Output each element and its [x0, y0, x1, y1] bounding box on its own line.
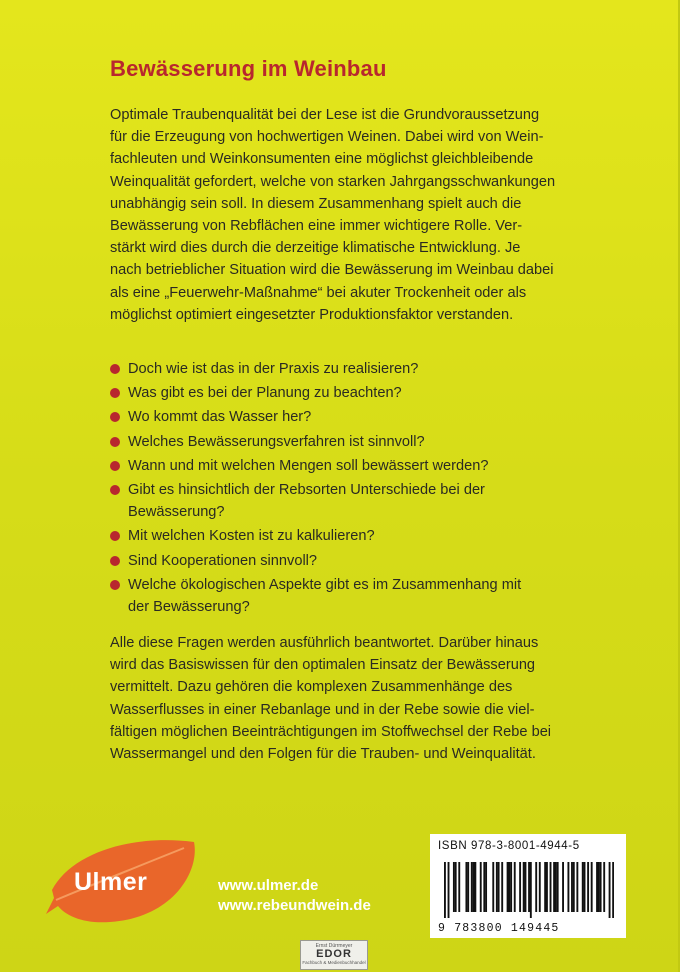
barcode-bar	[528, 862, 530, 912]
barcode-bar	[598, 862, 600, 912]
question-list	[110, 358, 630, 620]
publisher-url[interactable]: www.rebeundwein.de	[218, 897, 371, 914]
barcode-bar	[508, 862, 510, 912]
question-text: Gibt es hinsichtlich der Rebsorten Unterschiede bei der	[128, 482, 485, 499]
barcode-bar	[474, 862, 476, 912]
barcode-bar	[467, 862, 469, 912]
question-text: Was gibt es bei der Planung zu beachten?	[128, 385, 402, 402]
question-text: Welche ökologischen Aspekte gibt es im Zusammenhang mit	[128, 576, 522, 593]
barcode-bar	[501, 862, 503, 912]
barcode-bar	[471, 862, 473, 912]
intro-paragraph	[110, 104, 630, 326]
text-line: stärkt wird dies durch die derzeitige klimatische Entwicklung. Je	[110, 240, 521, 257]
text-line: nach betrieblicher Situation wird die Bewässerung im Weinbau dabei	[110, 262, 554, 279]
text-line: Bewässerung von Rebflächen eine immer wichtigere Rolle. Ver-	[110, 218, 523, 235]
text-line: Weinqualität gefordert, welche von starken Jahrgangsschwankungen	[110, 173, 556, 190]
text-line: wird das Basiswissen für den optimalen Einsatz der Bewässerung	[110, 657, 536, 674]
barcode-bar	[453, 862, 455, 912]
barcode-bars	[444, 862, 614, 918]
question-item	[110, 406, 630, 428]
text-line: unabhängig sein soll. In diesem Zusammenhang spielt auch die	[110, 195, 522, 212]
barcode-bar	[455, 862, 457, 912]
barcode-bar	[444, 862, 446, 918]
question-item	[110, 431, 630, 453]
barcode-bar	[591, 862, 593, 912]
question-text: Sind Kooperationen sinnvoll?	[128, 552, 318, 569]
question-text: Wo kommt das Wasser her?	[128, 409, 312, 426]
question-item	[110, 358, 630, 380]
text-line: für die Erzeugung von hochwertigen Weinen. Dabei wird von Wein-	[110, 129, 544, 146]
question-item	[110, 455, 630, 477]
barcode-bar	[555, 862, 557, 912]
sticker-small-text: Ernst Dürrmeyer	[315, 943, 353, 949]
text-line: als eine „Feuerwehr-Maßnahme“ bei akuter Trockenheit oder als	[110, 284, 527, 301]
barcode-bar	[596, 862, 598, 912]
text-line: Wassermangel und den Folgen für die Trauben- und Weinqualität.	[110, 746, 536, 763]
barcode-bar	[612, 862, 614, 918]
barcode-bar	[510, 862, 512, 912]
isbn-label: ISBN 978-3-8001-4944-5	[438, 840, 580, 852]
barcode-bar	[525, 862, 527, 912]
text-line: vermittelt. Dazu gehören die komplexen Zusammenhänge des	[110, 679, 513, 696]
barcode-bar	[498, 862, 500, 912]
barcode-bar	[523, 862, 525, 912]
barcode-bar	[448, 862, 450, 918]
barcode-bar	[483, 862, 485, 912]
barcode-bar	[584, 862, 586, 912]
barcode-bar	[571, 862, 573, 912]
text-line: fältigen möglichen Beeinträchtigungen im Stoffwechsel der Rebe bei	[110, 723, 552, 740]
sticker-sub-text: Fachbuch & Medienbuchhandel	[302, 960, 366, 965]
barcode-bar	[465, 862, 467, 912]
text-line: Optimale Traubenqualität bei der Lese ist die Grundvoraussetzung	[110, 107, 540, 123]
question-text: Welches Bewässerungsverfahren ist sinnvoll?	[128, 433, 425, 450]
barcode-bar	[582, 862, 584, 912]
barcode-bar	[473, 862, 475, 912]
barcode-bar	[567, 862, 569, 912]
barcode-bar	[544, 862, 546, 912]
barcode-bar	[550, 862, 552, 912]
publisher-url[interactable]: www.ulmer.de	[218, 877, 319, 894]
barcode-bar	[587, 862, 589, 912]
barcode-bar	[539, 862, 541, 912]
question-text: der Bewässerung?	[128, 599, 250, 616]
barcode-bar	[480, 862, 482, 912]
text-line: fachleuten und Weinkonsumenten eine möglichst gleichbleibende	[110, 151, 534, 168]
barcode-bar	[576, 862, 578, 912]
barcode-bar	[573, 862, 575, 912]
question-item	[110, 382, 630, 404]
barcode-bar	[496, 862, 498, 912]
sticker-main-text: EDOR	[316, 948, 352, 960]
barcode-bar	[535, 862, 537, 912]
publisher-urls	[218, 876, 371, 916]
question-text: Doch wie ist das in der Praxis zu realisieren?	[128, 361, 419, 377]
text-line: Alle diese Fragen werden ausführlich beantwortet. Darüber hinaus	[110, 635, 539, 651]
bookseller-sticker	[300, 940, 368, 970]
barcode-bar	[603, 862, 605, 912]
publisher-logo-text: Ulmer	[74, 868, 148, 896]
barcode-bar	[519, 862, 521, 912]
question-item	[110, 479, 630, 523]
barcode-bar	[530, 862, 532, 918]
text-line: möglichst optimiert eingesetzter Produktionsfaktor verstanden.	[110, 306, 514, 323]
barcode-bar	[546, 862, 548, 912]
question-item	[110, 525, 630, 547]
barcode-bar	[458, 862, 460, 912]
outro-paragraph	[110, 632, 630, 765]
barcode-bar	[553, 862, 555, 912]
text-line: Wasserflusses in einer Rebanlage und in der Rebe sowie die viel-	[110, 701, 535, 718]
barcode-bar	[485, 862, 487, 912]
barcode-bar	[507, 862, 509, 912]
question-item	[110, 550, 630, 572]
barcode-bar	[492, 862, 494, 912]
barcode-digits: 9 783800 149445	[438, 922, 560, 935]
barcode-bar	[600, 862, 602, 912]
question-text: Bewässerung?	[128, 504, 225, 521]
question-text: Mit welchen Kosten ist zu kalkulieren?	[128, 528, 375, 545]
barcode-bar	[609, 862, 611, 918]
barcode-bar	[557, 862, 559, 912]
question-text: Wann und mit welchen Mengen soll bewässert werden?	[128, 457, 489, 474]
question-item	[110, 574, 630, 618]
barcode-bar	[514, 862, 516, 912]
isbn-barcode	[430, 834, 626, 938]
barcode-bar	[562, 862, 564, 912]
page-title: Bewässerung im Weinbau	[110, 56, 387, 81]
